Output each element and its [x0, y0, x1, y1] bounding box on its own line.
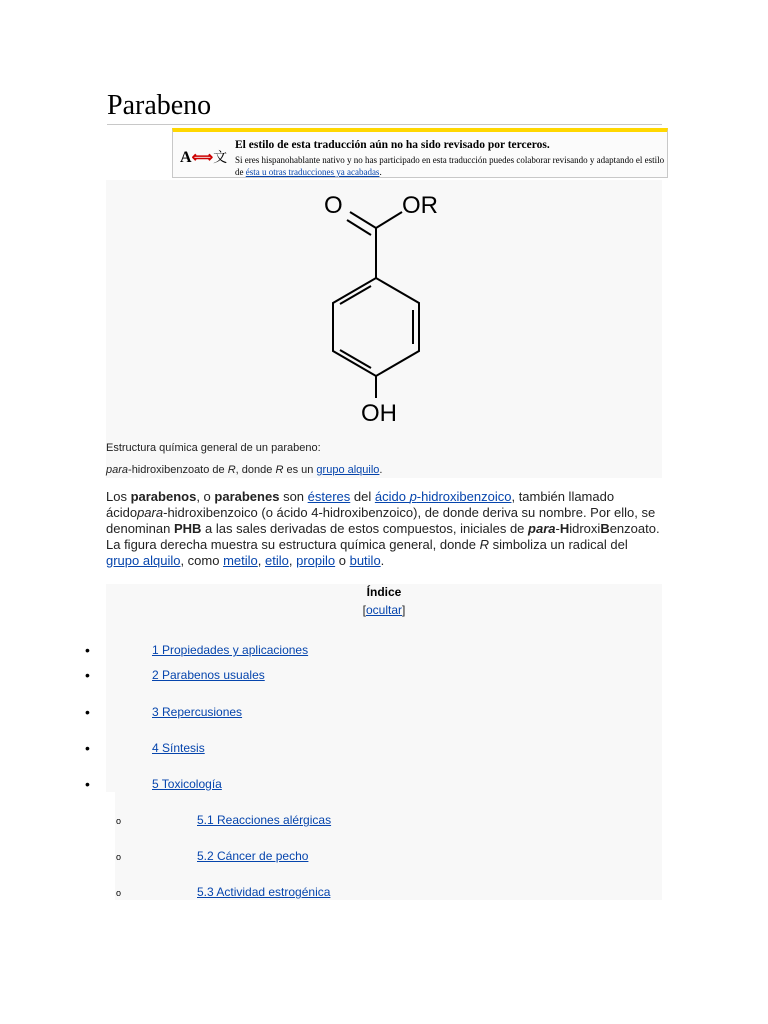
intro-text: . — [380, 553, 385, 568]
intro-text: idroxi — [569, 521, 601, 536]
caption-alkyl-link[interactable]: grupo alquilo — [316, 464, 380, 476]
benzene-ring — [333, 278, 419, 376]
intro-text: , — [288, 553, 297, 568]
notice-body-end: . — [379, 167, 382, 177]
link-part: ácido — [374, 489, 410, 504]
link-etilo[interactable]: etilo — [265, 553, 289, 568]
intro-bold-b: B — [600, 521, 610, 536]
intro-italic-para: para — [137, 505, 164, 520]
intro-text: simboliza un radical del — [489, 537, 628, 552]
caption-para-italic: para — [106, 464, 129, 476]
translation-icon-letter: A — [180, 149, 192, 166]
caption-text-c: es un — [283, 464, 317, 476]
notice-body — [235, 154, 665, 178]
intro-bold-phb: PHB — [173, 521, 202, 536]
toc-bullet: • — [85, 776, 90, 792]
intro-text: , también llamado ácido — [106, 489, 615, 520]
toc-bullet: • — [85, 642, 90, 658]
page-title: Parabeno — [107, 90, 212, 121]
link-acido-hidroxibenzoico[interactable] — [375, 489, 512, 504]
intro-text: , o — [196, 489, 215, 504]
notice-title: El estilo de esta traducción aún no ha sido revisado por terceros. — [235, 139, 550, 151]
link-butilo[interactable]: butilo — [349, 553, 381, 568]
chemical-structure-figure — [106, 180, 662, 478]
translations-link[interactable]: ésta u otras traducciones ya acabadas — [245, 167, 380, 177]
toc-hide-link[interactable]: ocultar — [365, 603, 403, 617]
toc-toggle — [0, 603, 768, 617]
intro-text: - — [555, 521, 560, 536]
link-esteres[interactable]: ésteres — [307, 489, 351, 504]
toc-background-sub — [115, 792, 662, 900]
toc-bullet: • — [85, 740, 90, 756]
toc-subitem-5-3[interactable]: 5.3 Actividad estrogénica — [197, 885, 331, 899]
caption-text-a: -hidroxibenzoato de — [128, 464, 228, 476]
intro-text: enzoato. La figura derecha muestra su estructura química general, donde — [106, 521, 660, 552]
toc-item-5[interactable]: 5 Toxicología — [152, 777, 222, 791]
toc-sub-bullet: o — [116, 852, 122, 862]
toc-item-2[interactable]: 2 Parabenos usuales — [152, 668, 265, 682]
toc-sub-bullet: o — [116, 888, 122, 898]
intro-text: a las sales derivadas de estos compuestos, iniciales de — [201, 521, 529, 536]
link-metilo[interactable]: metilo — [223, 553, 258, 568]
intro-bold-parabenos: parabenos — [130, 489, 197, 504]
intro-text: , — [257, 553, 265, 568]
toc-title: Índice — [366, 585, 402, 599]
kanji-icon: 文 — [213, 151, 228, 166]
toc-subitem-5-2[interactable]: 5.2 Cáncer de pecho — [197, 849, 309, 863]
paraben-structure-diagram — [306, 180, 456, 435]
link-part: -hidroxibenzoico — [416, 489, 512, 504]
intro-bold-parabenes: parabenes — [214, 489, 280, 504]
intro-text: son — [279, 489, 308, 504]
intro-paragraph — [106, 489, 662, 569]
toc-subitem-5-1[interactable]: 5.1 Reacciones alérgicas — [197, 813, 332, 827]
toc-sub-bullet: o — [116, 816, 122, 826]
notice-body-text: Si eres hispanohablante nativo y no has participado en esta traducción puedes colaborar revisando y adaptando el estilo de — [235, 155, 665, 177]
title-divider — [107, 124, 662, 125]
toc-item-1[interactable]: 1 Propiedades y aplicaciones — [152, 643, 309, 657]
caption-r2-italic: R — [275, 464, 284, 476]
toc-item-4[interactable]: 4 Síntesis — [152, 741, 205, 755]
carbonyl-oxygen-label: O — [324, 192, 343, 219]
intro-text: -hidroxibenzoico (o ácido 4-hidroxibenzoico), de donde deriva su nombre. Por ello, se denominan — [106, 505, 656, 536]
caption-end: . — [379, 464, 383, 476]
double-arrow-icon: ⟺ — [191, 150, 214, 166]
intro-text: del — [350, 489, 375, 504]
link-part-italic: p — [409, 489, 417, 504]
substituent-bonds — [347, 212, 402, 398]
caption-r-italic: R — [227, 464, 236, 476]
link-grupo-alquilo[interactable]: grupo alquilo — [106, 553, 181, 568]
translation-notice-box — [172, 128, 668, 178]
hydroxyl-label: OH — [361, 400, 397, 427]
translation-icon — [180, 147, 227, 167]
intro-text: o — [335, 553, 350, 568]
ester-or-label: OR — [402, 192, 438, 219]
toc-item-3[interactable]: 3 Repercusiones — [152, 705, 243, 719]
toc-bullet: • — [85, 667, 90, 683]
figure-caption-line2 — [106, 464, 382, 476]
caption-text-b: , donde — [235, 464, 276, 476]
intro-text: Los — [106, 489, 131, 504]
intro-bold-h: H — [559, 521, 570, 536]
toc-bracket-close: ] — [402, 603, 406, 617]
figure-caption-line1: Estructura química general de un parabeno: — [106, 442, 321, 454]
toc-bracket-open: [ — [362, 603, 366, 617]
intro-bold-italic-para: para — [528, 521, 556, 536]
intro-italic-r: R — [479, 537, 489, 552]
toc-bullet: • — [85, 704, 90, 720]
link-propilo[interactable]: propilo — [296, 553, 336, 568]
intro-text: , como — [180, 553, 224, 568]
